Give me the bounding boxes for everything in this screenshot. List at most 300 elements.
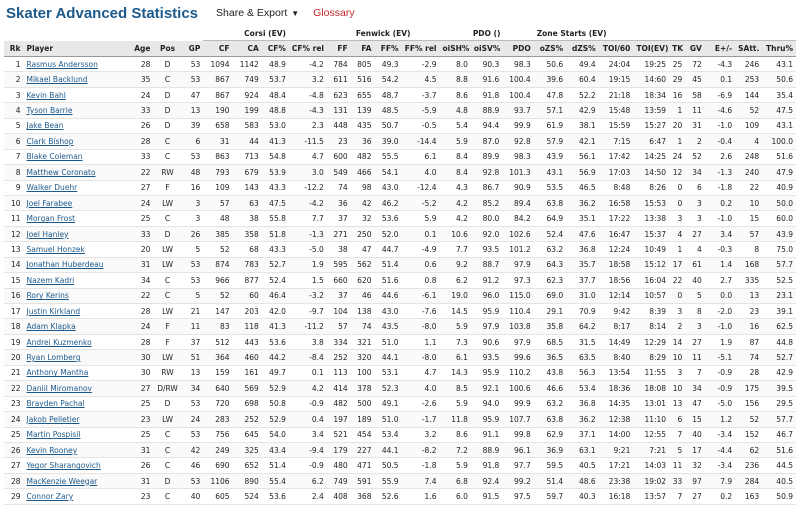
cell-rk: 7: [4, 149, 23, 164]
cell-e: 0.2: [705, 489, 735, 504]
cell-ff: 480: [327, 458, 351, 473]
cell-tk: 7: [669, 489, 685, 504]
cell-e: -0.9: [705, 381, 735, 396]
cell-toi-ev: 19:25: [633, 57, 669, 72]
cell-dzs: 63.5: [566, 350, 598, 365]
cell-gp: 53: [182, 72, 204, 87]
cell-pdo: 103.8: [502, 319, 533, 334]
cell-ff-rel: -1.8: [402, 458, 440, 473]
cell-fa: 368: [351, 489, 375, 504]
top-bar: [0, 0, 800, 26]
cell-rk: 26: [4, 442, 23, 457]
cell-gv: 52: [685, 149, 704, 164]
table-row: [4, 381, 796, 396]
cell-rk: 28: [4, 473, 23, 488]
player-link[interactable]: Walker Duehr: [26, 183, 78, 193]
cell-pos: RW: [153, 165, 181, 180]
cell-e: -3.4: [705, 427, 735, 442]
player-link[interactable]: Kevin Rooney: [26, 445, 78, 455]
player-cell[interactable]: [23, 442, 129, 457]
player-cell[interactable]: [23, 242, 129, 257]
cell-rk: 5: [4, 118, 23, 133]
player-link[interactable]: Jake Bean: [26, 121, 64, 131]
cell-gv: 27: [685, 334, 704, 349]
column-header-oish[interactable]: oiSH%: [439, 41, 470, 57]
cell-ozs: 64.3: [534, 257, 566, 272]
cell-ozs: 63.2: [534, 242, 566, 257]
cell-cf-rel: -9.4: [289, 442, 327, 457]
cell-gp: 53: [182, 273, 204, 288]
cell-cf: 52: [203, 288, 232, 303]
cell-ff: 179: [327, 442, 351, 457]
player-link[interactable]: Adam Klapka: [26, 322, 76, 332]
cell-cf: 55.8: [262, 211, 289, 226]
cell-toi-60: 17:42: [599, 149, 634, 164]
caret-down-icon[interactable]: ▼: [291, 9, 300, 18]
cell-cf-rel: 7.7: [289, 211, 327, 226]
cell-dzs: 48.6: [566, 473, 598, 488]
column-header-e[interactable]: E+/-: [705, 41, 735, 57]
cell-cf: 640: [203, 381, 232, 396]
player-cell[interactable]: [23, 149, 129, 164]
cell-fa: 138: [351, 304, 375, 319]
column-header-ff[interactable]: FF%: [374, 41, 401, 57]
player-link[interactable]: Anthony Mantha: [26, 368, 89, 378]
player-link[interactable]: Kevin Bahl: [26, 90, 66, 100]
player-cell[interactable]: [23, 103, 129, 118]
cell-pos: LW: [153, 195, 181, 210]
player-link[interactable]: Tyson Barrie: [26, 106, 73, 116]
cell-gv: 3: [685, 211, 704, 226]
cell-e: -1.8: [705, 180, 735, 195]
cell-ff-rel: -6.1: [402, 288, 440, 303]
cell-pos: C: [153, 149, 181, 164]
player-link[interactable]: Ryan Lomberg: [26, 353, 81, 363]
cell-rk: 8: [4, 165, 23, 180]
player-link[interactable]: Samuel Honzek: [26, 244, 85, 254]
cell-e: -0.9: [705, 365, 735, 380]
table-row: [4, 87, 796, 102]
cell-cf-rel: -1.3: [289, 226, 327, 241]
cell-ff: 52.0: [374, 226, 401, 241]
cell-e: -1.0: [705, 319, 735, 334]
cell-satt: 52: [735, 412, 762, 427]
cell-gv: 97: [685, 473, 704, 488]
cell-pos: F: [153, 319, 181, 334]
cell-ff: 52.3: [374, 381, 401, 396]
cell-satt: 246: [735, 57, 762, 72]
cell-toi-60: 19:15: [599, 72, 634, 87]
column-header-pdo[interactable]: PDO: [502, 41, 533, 57]
player-link[interactable]: Andrei Kuzmenko: [26, 337, 92, 347]
cell-toi-60: 14:00: [599, 427, 634, 442]
column-header-oisv[interactable]: oiSV%: [471, 41, 502, 57]
cell-tk: 12: [669, 165, 685, 180]
column-header-cf[interactable]: CF: [203, 41, 232, 57]
cell-fa: 46: [351, 288, 375, 303]
cell-cf: 41.3: [262, 134, 289, 149]
cell-gv: 40: [685, 273, 704, 288]
cell-oish: 10.6: [439, 226, 470, 241]
player-link[interactable]: Rasmus Andersson: [26, 59, 98, 69]
player-cell[interactable]: [23, 257, 129, 272]
player-cell[interactable]: [23, 195, 129, 210]
player-cell[interactable]: [23, 458, 129, 473]
cell-e: 3.4: [705, 226, 735, 241]
cell-ff: 37: [327, 211, 351, 226]
cell-oish: 5.9: [439, 319, 470, 334]
cell-pos: D: [153, 118, 181, 133]
player-cell[interactable]: [23, 396, 129, 411]
column-header-player[interactable]: Player: [23, 41, 129, 57]
cell-cf-rel: -8.4: [289, 350, 327, 365]
cell-dzs: 37.7: [566, 273, 598, 288]
cell-age: 25: [130, 396, 154, 411]
cell-gv: 3: [685, 195, 704, 210]
cell-pdo: 100.4: [502, 87, 533, 102]
player-cell[interactable]: [23, 381, 129, 396]
cell-tk: 13: [669, 396, 685, 411]
cell-pdo: 98.3: [502, 57, 533, 72]
cell-thru: 40.5: [762, 473, 796, 488]
cell-fa: 74: [351, 319, 375, 334]
cell-dzs: 31.5: [566, 334, 598, 349]
glossary-link[interactable]: Glossary: [313, 7, 355, 19]
player-cell[interactable]: [23, 288, 129, 303]
cell-toi-ev: 14:25: [633, 149, 669, 164]
cell-oish: 7.7: [439, 242, 470, 257]
column-header-ca[interactable]: CA: [233, 41, 262, 57]
cell-oish: 8.4: [439, 149, 470, 164]
share-export-menu[interactable]: [216, 7, 299, 19]
cell-cf-rel: -5.0: [289, 242, 327, 257]
cell-toi-ev: 12:55: [633, 427, 669, 442]
cell-ozs: 68.5: [534, 334, 566, 349]
cell-pos: C: [153, 489, 181, 504]
cell-ca: 652: [233, 458, 262, 473]
cell-pdo: 101.2: [502, 242, 533, 257]
cell-oisv: 95.9: [471, 304, 502, 319]
cell-gp: 48: [182, 165, 204, 180]
cell-pos: RW: [153, 365, 181, 380]
player-cell[interactable]: [23, 87, 129, 102]
cell-ff-rel: 7.4: [402, 473, 440, 488]
player-cell[interactable]: [23, 165, 129, 180]
cell-satt: 248: [735, 149, 762, 164]
cell-oisv: 91.2: [471, 273, 502, 288]
player-link[interactable]: Justin Kirkland: [26, 306, 81, 316]
column-header-cf-rel[interactable]: CF% rel: [289, 41, 327, 57]
player-link[interactable]: Nazem Kadri: [26, 275, 75, 285]
cell-ff: 104: [327, 304, 351, 319]
page-title: Skater Advanced Statistics: [6, 4, 199, 22]
cell-age: 27: [130, 180, 154, 195]
player-cell[interactable]: [23, 72, 129, 87]
cell-ff: 784: [327, 57, 351, 72]
cell-toi-60: 18:36: [599, 381, 634, 396]
cell-dzs: 56.9: [566, 165, 598, 180]
cell-oisv: 91.1: [471, 427, 502, 442]
cell-gp: 51: [182, 350, 204, 365]
cell-cf: 605: [203, 489, 232, 504]
player-link[interactable]: Martin Pospisil: [26, 430, 81, 440]
column-header-toi-60[interactable]: TOI/60: [599, 41, 634, 57]
cell-age: 23: [130, 412, 154, 427]
cell-thru: 46.7: [762, 427, 796, 442]
cell-satt: 163: [735, 489, 762, 504]
share-export-label[interactable]: Share & Export: [216, 7, 288, 19]
cell-e: 0.0: [705, 288, 735, 303]
cell-age: 26: [130, 458, 154, 473]
player-cell[interactable]: [23, 365, 129, 380]
cell-toi-ev: 15:37: [633, 226, 669, 241]
cell-thru: 43.9: [762, 226, 796, 241]
cell-pdo: 90.9: [502, 180, 533, 195]
column-header-gp[interactable]: GP: [182, 41, 204, 57]
cell-dzs: 63.1: [566, 442, 598, 457]
player-link[interactable]: Clark Bishop: [26, 136, 74, 146]
cell-cf-rel: 4.2: [289, 381, 327, 396]
group-zone-starts: Zone Starts (EV): [534, 26, 796, 41]
table-row: [4, 149, 796, 164]
table-row: [4, 118, 796, 133]
cell-dzs: 37.1: [566, 427, 598, 442]
cell-ff: 252: [327, 350, 351, 365]
player-cell[interactable]: [23, 57, 129, 72]
player-link[interactable]: Morgan Frost: [26, 214, 76, 224]
cell-ff-rel: -14.4: [402, 134, 440, 149]
cell-fa: 36: [351, 134, 375, 149]
cell-gv: 2: [685, 134, 704, 149]
cell-ca: 460: [233, 350, 262, 365]
cell-toi-60: 17:21: [599, 458, 634, 473]
cell-cf: 52.4: [262, 273, 289, 288]
player-link[interactable]: Yegor Sharangovich: [26, 461, 101, 471]
cell-ff-rel: 0.6: [402, 257, 440, 272]
column-header-row: [4, 41, 796, 57]
cell-fa: 98: [351, 180, 375, 195]
cell-tk: 10: [669, 350, 685, 365]
cell-pdo: 100.6: [502, 381, 533, 396]
cell-toi-60: 12:14: [599, 288, 634, 303]
column-header-tk[interactable]: TK: [669, 41, 685, 57]
cell-pos: D/RW: [153, 381, 181, 396]
cell-ff-rel: 0.1: [402, 226, 440, 241]
cell-cf-rel: 0.1: [289, 365, 327, 380]
player-cell[interactable]: [23, 350, 129, 365]
player-cell[interactable]: [23, 180, 129, 195]
cell-satt: 253: [735, 72, 762, 87]
cell-e: 2.7: [705, 273, 735, 288]
cell-ff: 37: [327, 288, 351, 303]
player-cell[interactable]: [23, 273, 129, 288]
player-cell[interactable]: [23, 334, 129, 349]
cell-pos: D: [153, 473, 181, 488]
player-cell[interactable]: [23, 118, 129, 133]
cell-pos: C: [153, 458, 181, 473]
cell-oisv: 90.3: [471, 57, 502, 72]
cell-ff: 521: [327, 427, 351, 442]
cell-e: 0.2: [705, 195, 735, 210]
cell-toi-ev: 11:55: [633, 365, 669, 380]
cell-ff-rel: 6.1: [402, 149, 440, 164]
cell-toi-60: 16:18: [599, 489, 634, 504]
cell-oish: 6.1: [439, 350, 470, 365]
cell-rk: 20: [4, 350, 23, 365]
cell-oish: 14.5: [439, 304, 470, 319]
player-link[interactable]: Blake Coleman: [26, 152, 83, 162]
player-cell[interactable]: [23, 319, 129, 334]
cell-e: -2.0: [705, 304, 735, 319]
cell-pos: D: [153, 226, 181, 241]
cell-oish: 11.8: [439, 412, 470, 427]
cell-cf-rel: 2.3: [289, 118, 327, 133]
player-link[interactable]: Jonathan Huberdeau: [26, 260, 104, 270]
cell-cf: 1094: [203, 57, 232, 72]
cell-tk: 2: [669, 319, 685, 334]
player-link[interactable]: Joel Farabee: [26, 198, 73, 208]
cell-age: 30: [130, 365, 154, 380]
cell-ozs: 39.6: [534, 72, 566, 87]
cell-ff-rel: 5.9: [402, 211, 440, 226]
cell-cf: 46.4: [262, 288, 289, 303]
cell-ff: 49.1: [374, 396, 401, 411]
player-link[interactable]: Mikael Backlund: [26, 75, 88, 85]
player-link[interactable]: Connor Zary: [26, 491, 74, 501]
cell-toi-ev: 10:57: [633, 288, 669, 303]
player-link[interactable]: Matthew Coronato: [26, 167, 96, 177]
cell-oisv: 86.7: [471, 180, 502, 195]
column-header-ff-rel[interactable]: FF% rel: [402, 41, 440, 57]
cell-toi-ev: 16:04: [633, 273, 669, 288]
column-header-pos[interactable]: Pos: [153, 41, 181, 57]
cell-toi-60: 12:24: [599, 242, 634, 257]
cell-pos: F: [153, 180, 181, 195]
cell-cf: 756: [203, 427, 232, 442]
cell-dzs: 56.1: [566, 149, 598, 164]
cell-satt: 236: [735, 458, 762, 473]
cell-oish: 8.5: [439, 381, 470, 396]
cell-gv: 4: [685, 242, 704, 257]
cell-rk: 14: [4, 257, 23, 272]
cell-age: 30: [130, 350, 154, 365]
column-header-satt[interactable]: SAtt.: [735, 41, 762, 57]
cell-toi-60: 8:48: [599, 180, 634, 195]
cell-rk: 22: [4, 381, 23, 396]
cell-ff: 271: [327, 226, 351, 241]
column-header-gv[interactable]: GV: [685, 41, 704, 57]
cell-gp: 40: [182, 489, 204, 504]
cell-ff: 55.9: [374, 473, 401, 488]
cell-cf: 52.7: [262, 257, 289, 272]
column-header-thru[interactable]: Thru%: [762, 41, 796, 57]
cell-ca: 358: [233, 226, 262, 241]
player-cell[interactable]: [23, 427, 129, 442]
player-link[interactable]: Joel Hanley: [26, 229, 69, 239]
cell-toi-60: 14:49: [599, 334, 634, 349]
player-link[interactable]: Daniil Miromanov: [26, 383, 92, 393]
column-header-age[interactable]: Age: [130, 41, 154, 57]
cell-cf-rel: 4.7: [289, 149, 327, 164]
cell-gv: 58: [685, 87, 704, 102]
player-link[interactable]: Brayden Pachal: [26, 399, 85, 409]
cell-tk: 24: [669, 149, 685, 164]
cell-toi-ev: 14:03: [633, 458, 669, 473]
cell-thru: 42.9: [762, 365, 796, 380]
cell-e: -0.4: [705, 134, 735, 149]
cell-cf-rel: -4.8: [289, 87, 327, 102]
column-header-toi-ev[interactable]: TOI(EV): [633, 41, 669, 57]
player-link[interactable]: MacKenzie Weegar: [26, 476, 98, 486]
player-link[interactable]: Rory Kerins: [26, 291, 69, 301]
cell-cf-rel: -0.9: [289, 396, 327, 411]
cell-fa: 227: [351, 442, 375, 457]
cell-ff: 448: [327, 118, 351, 133]
player-cell[interactable]: [23, 226, 129, 241]
cell-rk: 2: [4, 72, 23, 87]
cell-dzs: 64.2: [566, 319, 598, 334]
cell-oish: 7.2: [439, 442, 470, 457]
column-header-rk[interactable]: Rk: [4, 41, 23, 57]
cell-thru: 39.1: [762, 304, 796, 319]
cell-e: -4.4: [705, 442, 735, 457]
cell-dzs: 42.9: [566, 103, 598, 118]
cell-cf: 512: [203, 334, 232, 349]
column-header-ozs[interactable]: oZS%: [534, 41, 566, 57]
column-header-ff[interactable]: FF: [327, 41, 351, 57]
column-header-dzs[interactable]: dZS%: [566, 41, 598, 57]
player-cell[interactable]: [23, 412, 129, 427]
player-link[interactable]: Jakob Pelletier: [26, 414, 80, 424]
cell-rk: 19: [4, 334, 23, 349]
cell-oisv: 97.9: [471, 319, 502, 334]
cell-gv: 17: [685, 442, 704, 457]
cell-toi-60: 23:38: [599, 473, 634, 488]
cell-ozs: 62.9: [534, 427, 566, 442]
cell-cf-rel: 1.5: [289, 273, 327, 288]
column-header-cf[interactable]: CF%: [262, 41, 289, 57]
table-row: [4, 165, 796, 180]
table-row: [4, 412, 796, 427]
cell-oisv: 90.6: [471, 334, 502, 349]
group-pdo: PDO (): [439, 26, 533, 41]
cell-thru: 60.0: [762, 211, 796, 226]
cell-ff-rel: -3.7: [402, 87, 440, 102]
cell-fa: 655: [351, 87, 375, 102]
cell-oish: 6.0: [439, 489, 470, 504]
cell-ff: 623: [327, 87, 351, 102]
cell-cf-rel: -11.5: [289, 134, 327, 149]
cell-age: 22: [130, 288, 154, 303]
cell-ff-rel: 4.0: [402, 381, 440, 396]
player-cell[interactable]: [23, 134, 129, 149]
cell-toi-60: 18:58: [599, 257, 634, 272]
cell-dzs: 40.5: [566, 458, 598, 473]
cell-cf: 249: [203, 442, 232, 457]
cell-ca: 1142: [233, 57, 262, 72]
cell-thru: 43.1: [762, 57, 796, 72]
cell-satt: 74: [735, 350, 762, 365]
column-header-fa[interactable]: FA: [351, 41, 375, 57]
player-cell[interactable]: [23, 473, 129, 488]
player-cell[interactable]: [23, 489, 129, 504]
player-cell[interactable]: [23, 211, 129, 226]
cell-gv: 47: [685, 396, 704, 411]
player-cell[interactable]: [23, 304, 129, 319]
cell-ff: 600: [327, 149, 351, 164]
cell-fa: 321: [351, 334, 375, 349]
cell-toi-ev: 15:27: [633, 118, 669, 133]
